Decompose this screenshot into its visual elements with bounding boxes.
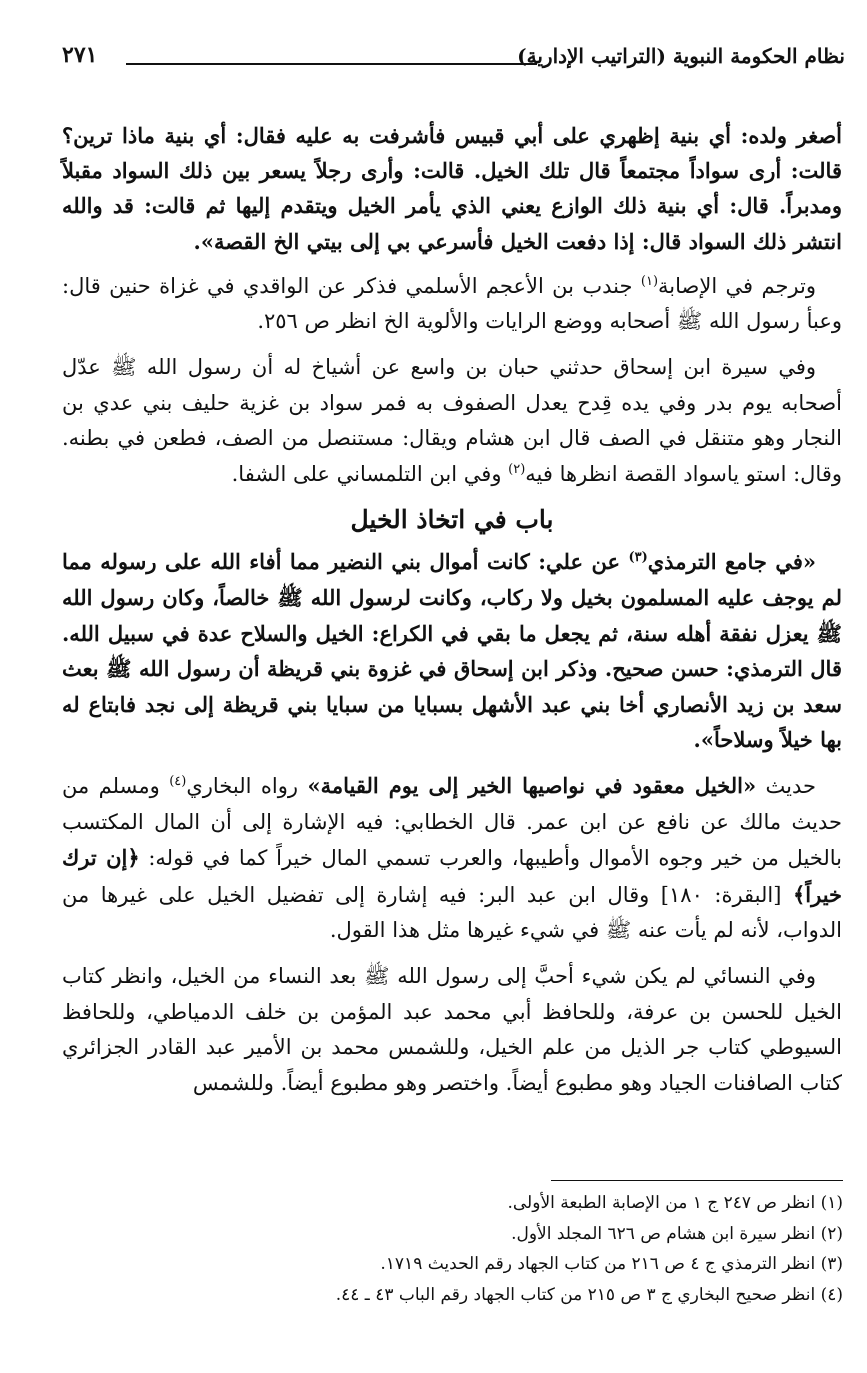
- footnote-4: (٤) انظر صحيح البخاري ج ٣ ص ٢١٥ من كتاب الجهاد رقم الباب ٤٣ ـ ٤٤.: [335, 1284, 843, 1305]
- paragraph-5-end: [البقرة: ١٨٠] وقال ابن عبد البر: فيه إشارة إلى تفضيل الخيل على غيرها من الدواب، لأنه لم يأت عنه ﷺ في شيء غيرها مثل هذا القول.: [62, 882, 842, 943]
- paragraph-3-text-cont: وفي ابن التلمساني على الشفا.: [231, 461, 509, 486]
- footnote-rule: [551, 1180, 843, 1181]
- paragraph-2-text: وترجم في الإصابة: [658, 273, 816, 298]
- page-number: ٢٧١: [62, 42, 98, 68]
- paragraph-3: [62, 350, 842, 492]
- running-title: نظام الحكومة النبوية (التراتيب الإدارية): [517, 44, 845, 68]
- quran-verse: ﴿إن ترك خيراً﴾: [62, 845, 843, 907]
- running-header: [62, 36, 845, 76]
- header-rule: [126, 63, 537, 65]
- paragraph-6: وفي النسائي لم يكن شيء أحبَّ إلى رسول الله ﷺ بعد النساء من الخيل، وانظر كتاب الخيل للحسن بن عرفة، وللحافظ أبي محمد عبد المؤمن بن خلف الدمياطي، وللحافظ السيوطي كتاب جر الذيل من علم الخيل، وللشمس محمد بن الأمير عبد القادر الجزائري كتاب الصافنات الجياد وهو مطبوع أيضاً. واختصر وهو مطبوع أيضاً. وللشمس: [62, 963, 842, 1095]
- hadith-quote: «الخيل معقود في نواصيها الخير إلى يوم القيامة»: [307, 772, 757, 798]
- footnote-2: (٢) انظر سيرة ابن هشام ص ٦٢٦ المجلد الأول.: [511, 1223, 843, 1244]
- footnote-ref-3[interactable]: (٣): [628, 550, 648, 566]
- footnotes: [62, 1188, 843, 1310]
- footnote-3: (٣) انظر الترمذي ج ٤ ص ٢١٦ من كتاب الجهاد رقم الحديث ١٧١٩.: [380, 1254, 843, 1274]
- footnote-ref-1[interactable]: (١): [640, 273, 659, 289]
- page-body: [62, 118, 842, 1111]
- section-heading: باب في اتخاذ الخيل: [350, 505, 554, 535]
- paragraph-4-text: «في جامع الترمذي: [647, 549, 816, 575]
- paragraph-5-lead: حديث: [756, 773, 816, 798]
- paragraph-1: أصغر ولده: أي بنية إظهري على أبي قبيس فأشرفت به عليه فقال: أي بنية ماذا ترين؟ قالت: أرى سواداً مجتمعاً قال تلك الخيل. قالت: وأرى رجلاً يسعر بين ذلك السواد مقبلاً ومدبراً. قال: أي بنية ذلك الوازع يعني الذي يأمر الخيل ويتقدم إليها ثم قالت: قد والله انتشر ذلك السواد قال: إذا دفعت الخيل فأسرعي بي إلى بيتي الخ القصة».: [62, 123, 842, 254]
- paragraph-4: [62, 544, 842, 758]
- paragraph-5-rest: ومسلم من حديث مالك عن نافع عن ابن عمر. قال الخطابي: فيه الإشارة إلى أن المال المكتسب بالخيل من خير وجوه الأموال وأطيبها، والعرب تسمي المال خيراً كما في قوله:: [62, 773, 842, 871]
- footnote-ref-2[interactable]: (٢): [508, 461, 526, 477]
- footnote-ref-4[interactable]: (٤): [169, 773, 187, 789]
- footnote-1: (١) انظر ص ٢٤٧ ج ١ من الإصابة الطبعة الأولى.: [507, 1193, 843, 1213]
- paragraph-5: [62, 768, 842, 949]
- paragraph-5-mid: رواه البخاري: [186, 773, 308, 798]
- paragraph-4-text-cont: عن علي: كانت أموال بني النضير مما أفاء الله على رسوله مما لم يوجف عليه المسلمون بخيل ولا ركاب، وكانت لرسول الله ﷺ خالصاً، وكان رسول الله ﷺ يعزل نفقة أهله سنة، ثم يجعل ما بقي في الكراع: الخيل والسلاح عدة في سبيل الله. قال الترمذي: حسن صحيح. وذكر ابن إسحاق في غزوة بني قريظة أن رسول الله ﷺ بعث سعد بن زيد الأنصاري أخا بني عبد الأشهل بسبايا من سبايا بني قريظة إلى نجد فابتاع له بها خيلاً وسلاحاً».: [62, 549, 842, 753]
- paragraph-2-text-cont: جندب بن الأعجم الأسلمي فذكر عن الواقدي في غزاة حنين قال: وعبأ رسول الله ﷺ أصحابه ووضع الرايات والألوية الخ انظر ص ٢٥٦.: [62, 273, 842, 334]
- paragraph-2: [62, 269, 842, 340]
- paragraph-3-text: وفي سيرة ابن إسحاق حدثني حبان بن واسع عن أشياخ له أن رسول الله ﷺ عدّل أصحابه يوم بدر وفي يده قِدح يعدل الصفوف به فمر سواد بن غزية حليف بني عدي بن النجار وهو متنقل في الصف قال ابن هشام ويقال: مستنصل من الصف، فطعن في بطنه. وقال: استو ياسواد القصة انظرها فيه: [62, 355, 842, 486]
